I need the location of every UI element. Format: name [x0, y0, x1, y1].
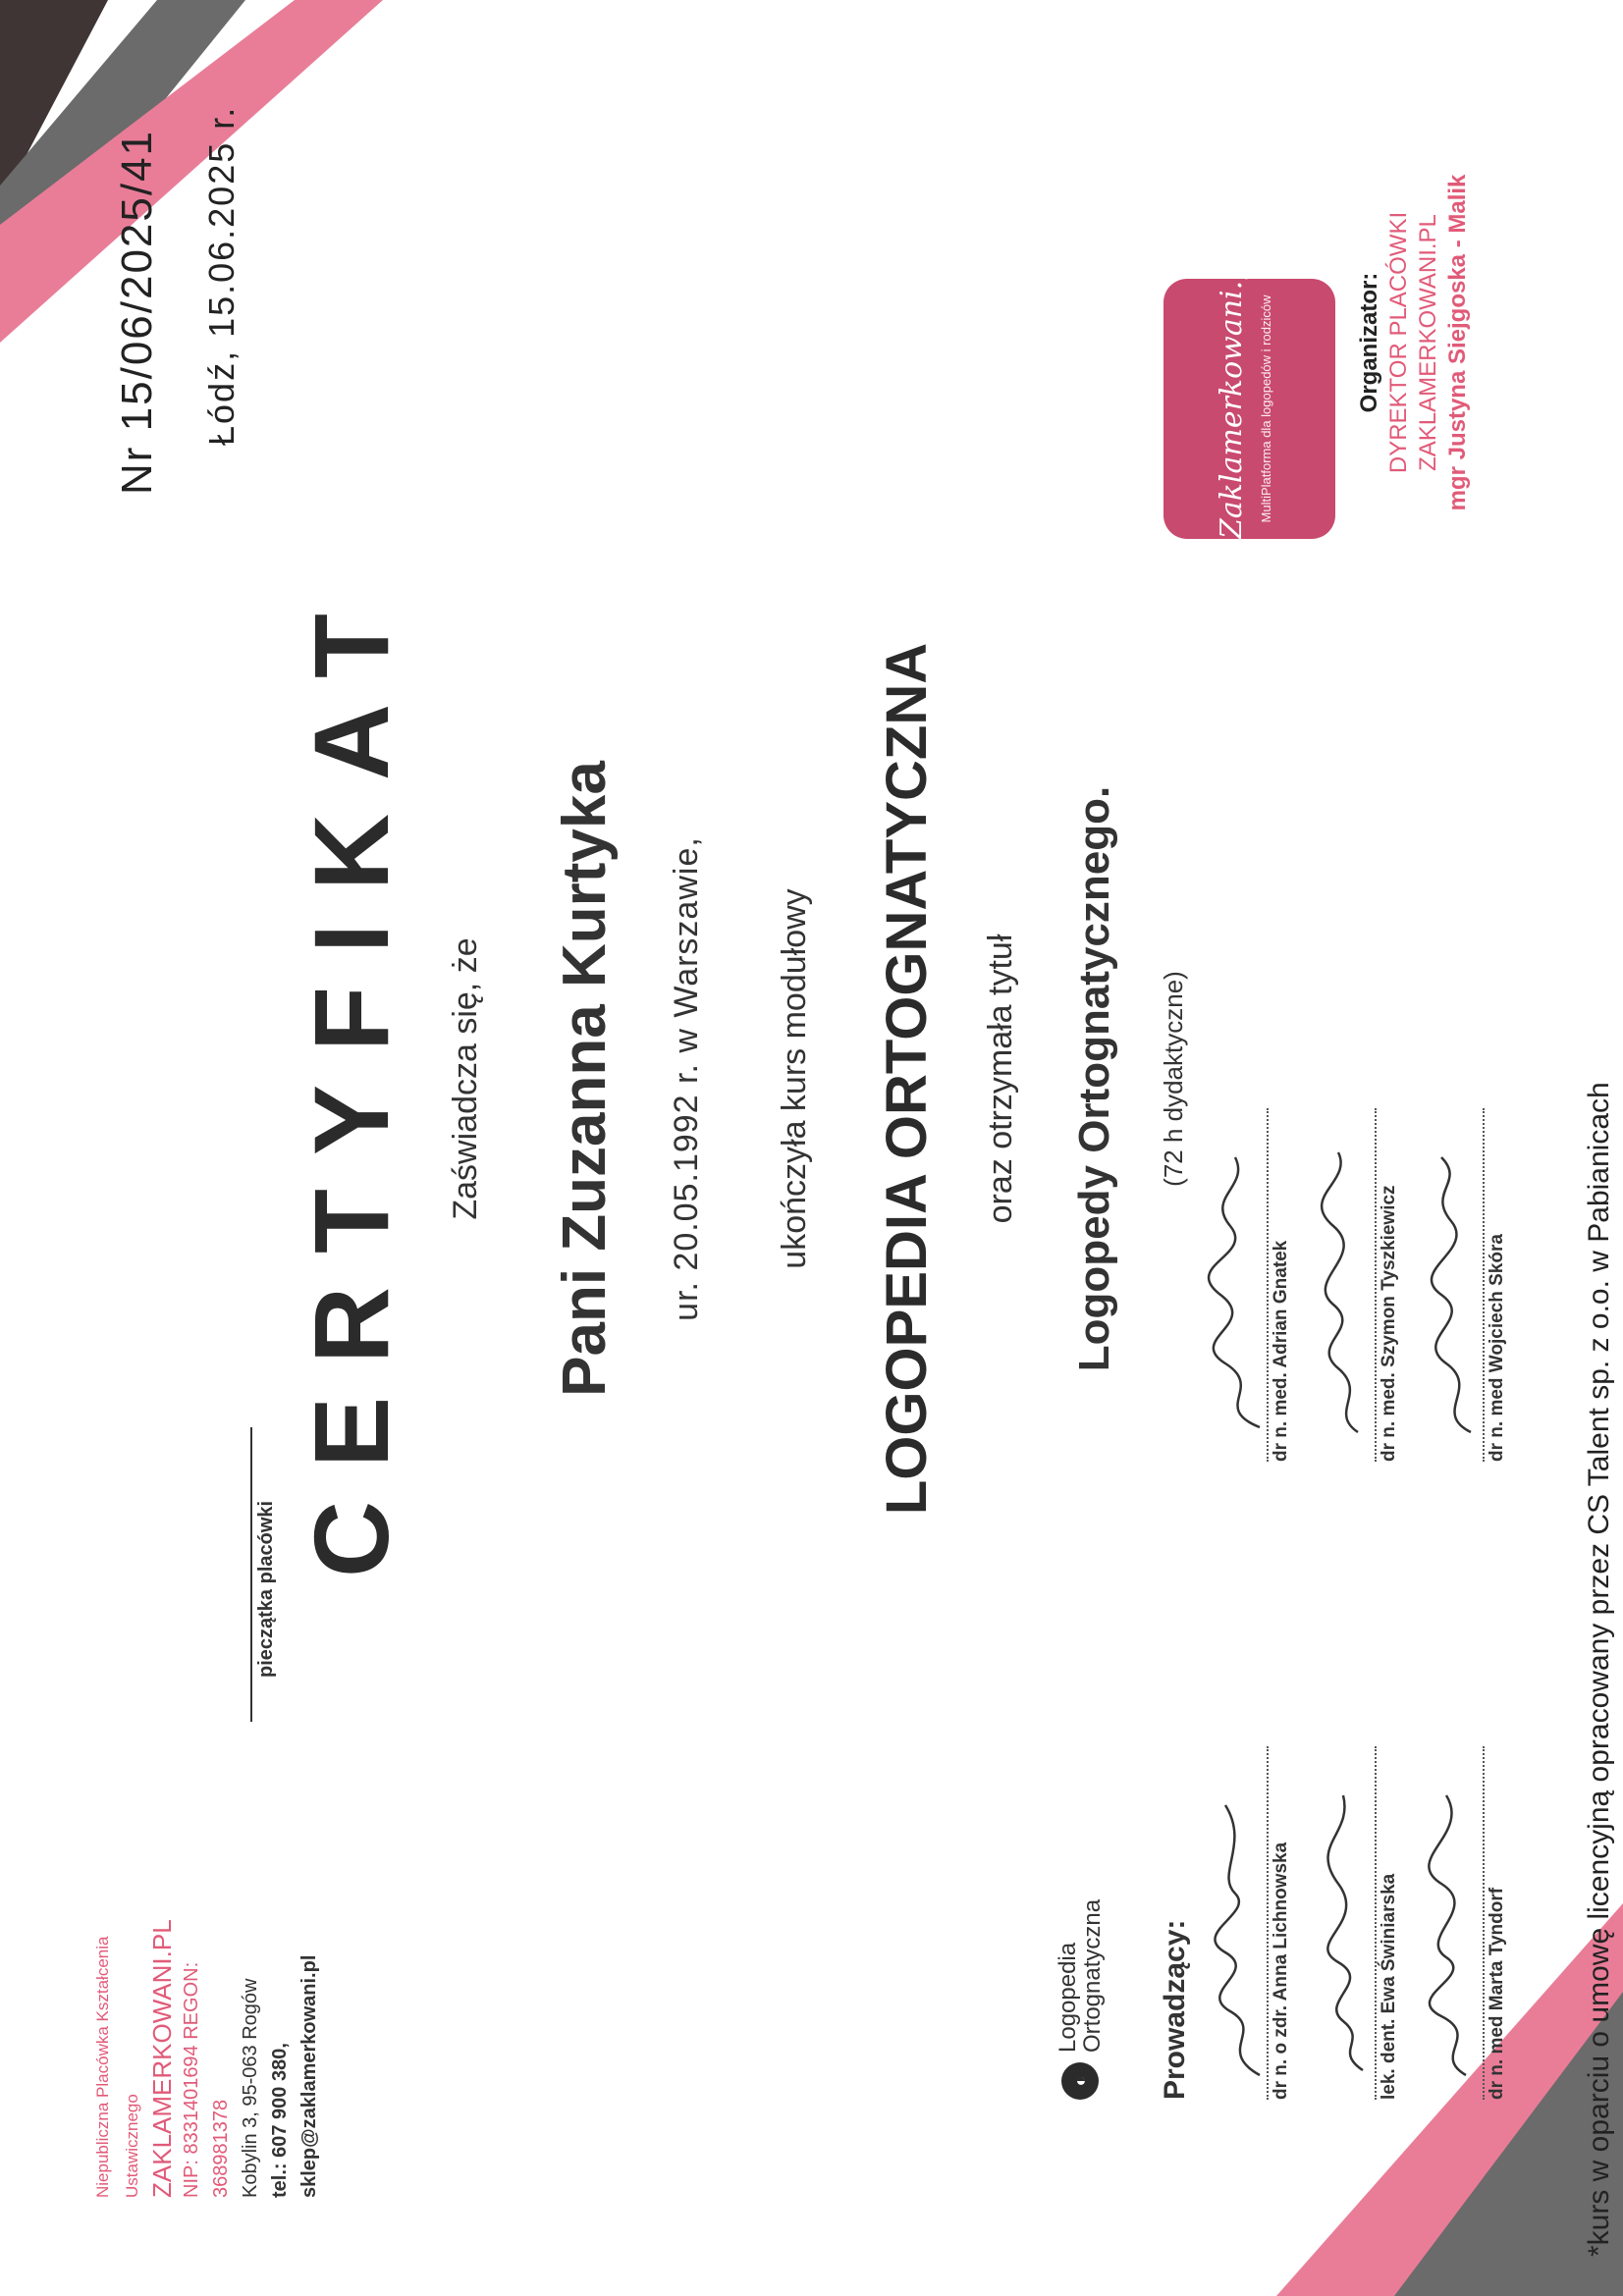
- director-block: [1355, 136, 1473, 549]
- handwritten-signature: [1422, 1148, 1490, 1442]
- organizer-label: Organizator:: [1356, 272, 1382, 413]
- logo-line-1: Logopedia: [1055, 1942, 1081, 2053]
- course-name: LOGOPEDIA ORTOGNATYCZNA: [875, 642, 939, 1516]
- stamp-underline: [250, 1427, 252, 1722]
- stamp-line-address: Kobylin 3, 95-063 Rogów: [240, 1978, 261, 2198]
- stamp-line-nip: NIP: 8331401694 REGON: 368981378: [181, 1961, 232, 2198]
- signatory-name: dr n. med. Adrian Gnatek: [1271, 1240, 1291, 1462]
- handwritten-signature: [1206, 1786, 1274, 2080]
- handwritten-signature: [1314, 1786, 1382, 2080]
- stamp-caption: pieczątka placówki: [255, 1500, 277, 1678]
- director-org: ZAKLAMERKOWANI.PL: [1415, 214, 1441, 471]
- certificate-number: Nr 15/06/2025/41: [113, 129, 161, 495]
- zaklamerkowani-badge: [1163, 252, 1335, 539]
- certificate-title: CERTYFIKAT: [292, 580, 410, 1577]
- professional-title: Logopedy Ortognatycznego.: [1070, 785, 1118, 1372]
- title-received-text: oraz otrzymała tytuł: [982, 934, 1019, 1224]
- signatory-name: dr n. o zdr. Anna Lichnowska: [1271, 1842, 1291, 2100]
- intro-text: Zaświadcza się, że: [447, 937, 484, 1220]
- logo-icon: ◐: [1061, 2062, 1099, 2100]
- logo-line-2: Ortognatyczna: [1079, 1898, 1106, 2053]
- stamp-line-type: Niepubliczna Placówka Kształcenia Ustawicznego: [93, 1936, 141, 2198]
- signature-block: [1375, 1746, 1400, 2100]
- course-logo: [1055, 1899, 1105, 2100]
- signature-block: [1267, 1108, 1292, 1462]
- footnote: *kurs w oparciu o umowę licencyjną opracowany przez CS Talent sp. z o.o. w Pabianicach: [1583, 1082, 1615, 2257]
- director-role: DYREKTOR PLACÓWKI: [1385, 211, 1412, 474]
- signature-block: [1267, 1746, 1292, 2100]
- signatory-name: dr n. med. Szymon Tyszkiewicz: [1379, 1185, 1399, 1462]
- instructors-label: Prowadzący:: [1159, 1919, 1191, 2100]
- stamp-line-name: ZAKLAMERKOWANI.PL: [147, 1919, 177, 2198]
- course-hours: (72 h dydaktyczne): [1159, 971, 1188, 1187]
- handwritten-signature: [1206, 1148, 1274, 1442]
- signature-block: [1483, 1108, 1508, 1462]
- handwritten-signature: [1422, 1786, 1490, 2080]
- badge-tagline: MultiPlatforma dla logopedów i rodziców: [1259, 294, 1273, 523]
- completion-text: ukończyła kurs modułowy: [776, 888, 813, 1269]
- director-name: mgr Justyna Siejgoska - Malik: [1444, 174, 1471, 511]
- signatory-name: lek. dent. Ewa Świniarska: [1379, 1873, 1399, 2100]
- badge-brand: Zaklamerkowani.pl: [1215, 252, 1249, 539]
- stamp-line-contact: tel.: 607 900 380, sklep@zaklamerkowani.pl: [269, 1954, 320, 2198]
- recipient-name: Pani Zuzanna Kurtyka: [551, 761, 619, 1397]
- signatory-name: dr n. med Marta Tyndorf: [1487, 1887, 1507, 2100]
- handwritten-signature: [1314, 1148, 1382, 1442]
- signature-block: [1375, 1108, 1400, 1462]
- signatory-name: dr n. med Wojciech Skóra: [1487, 1234, 1507, 1462]
- institution-stamp: [88, 1903, 324, 2198]
- birth-info: ur. 20.05.1992 r. w Warszawie,: [668, 836, 705, 1321]
- issue-place-date: Łódź, 15.06.2025 r.: [201, 105, 242, 446]
- signature-block: [1483, 1746, 1508, 2100]
